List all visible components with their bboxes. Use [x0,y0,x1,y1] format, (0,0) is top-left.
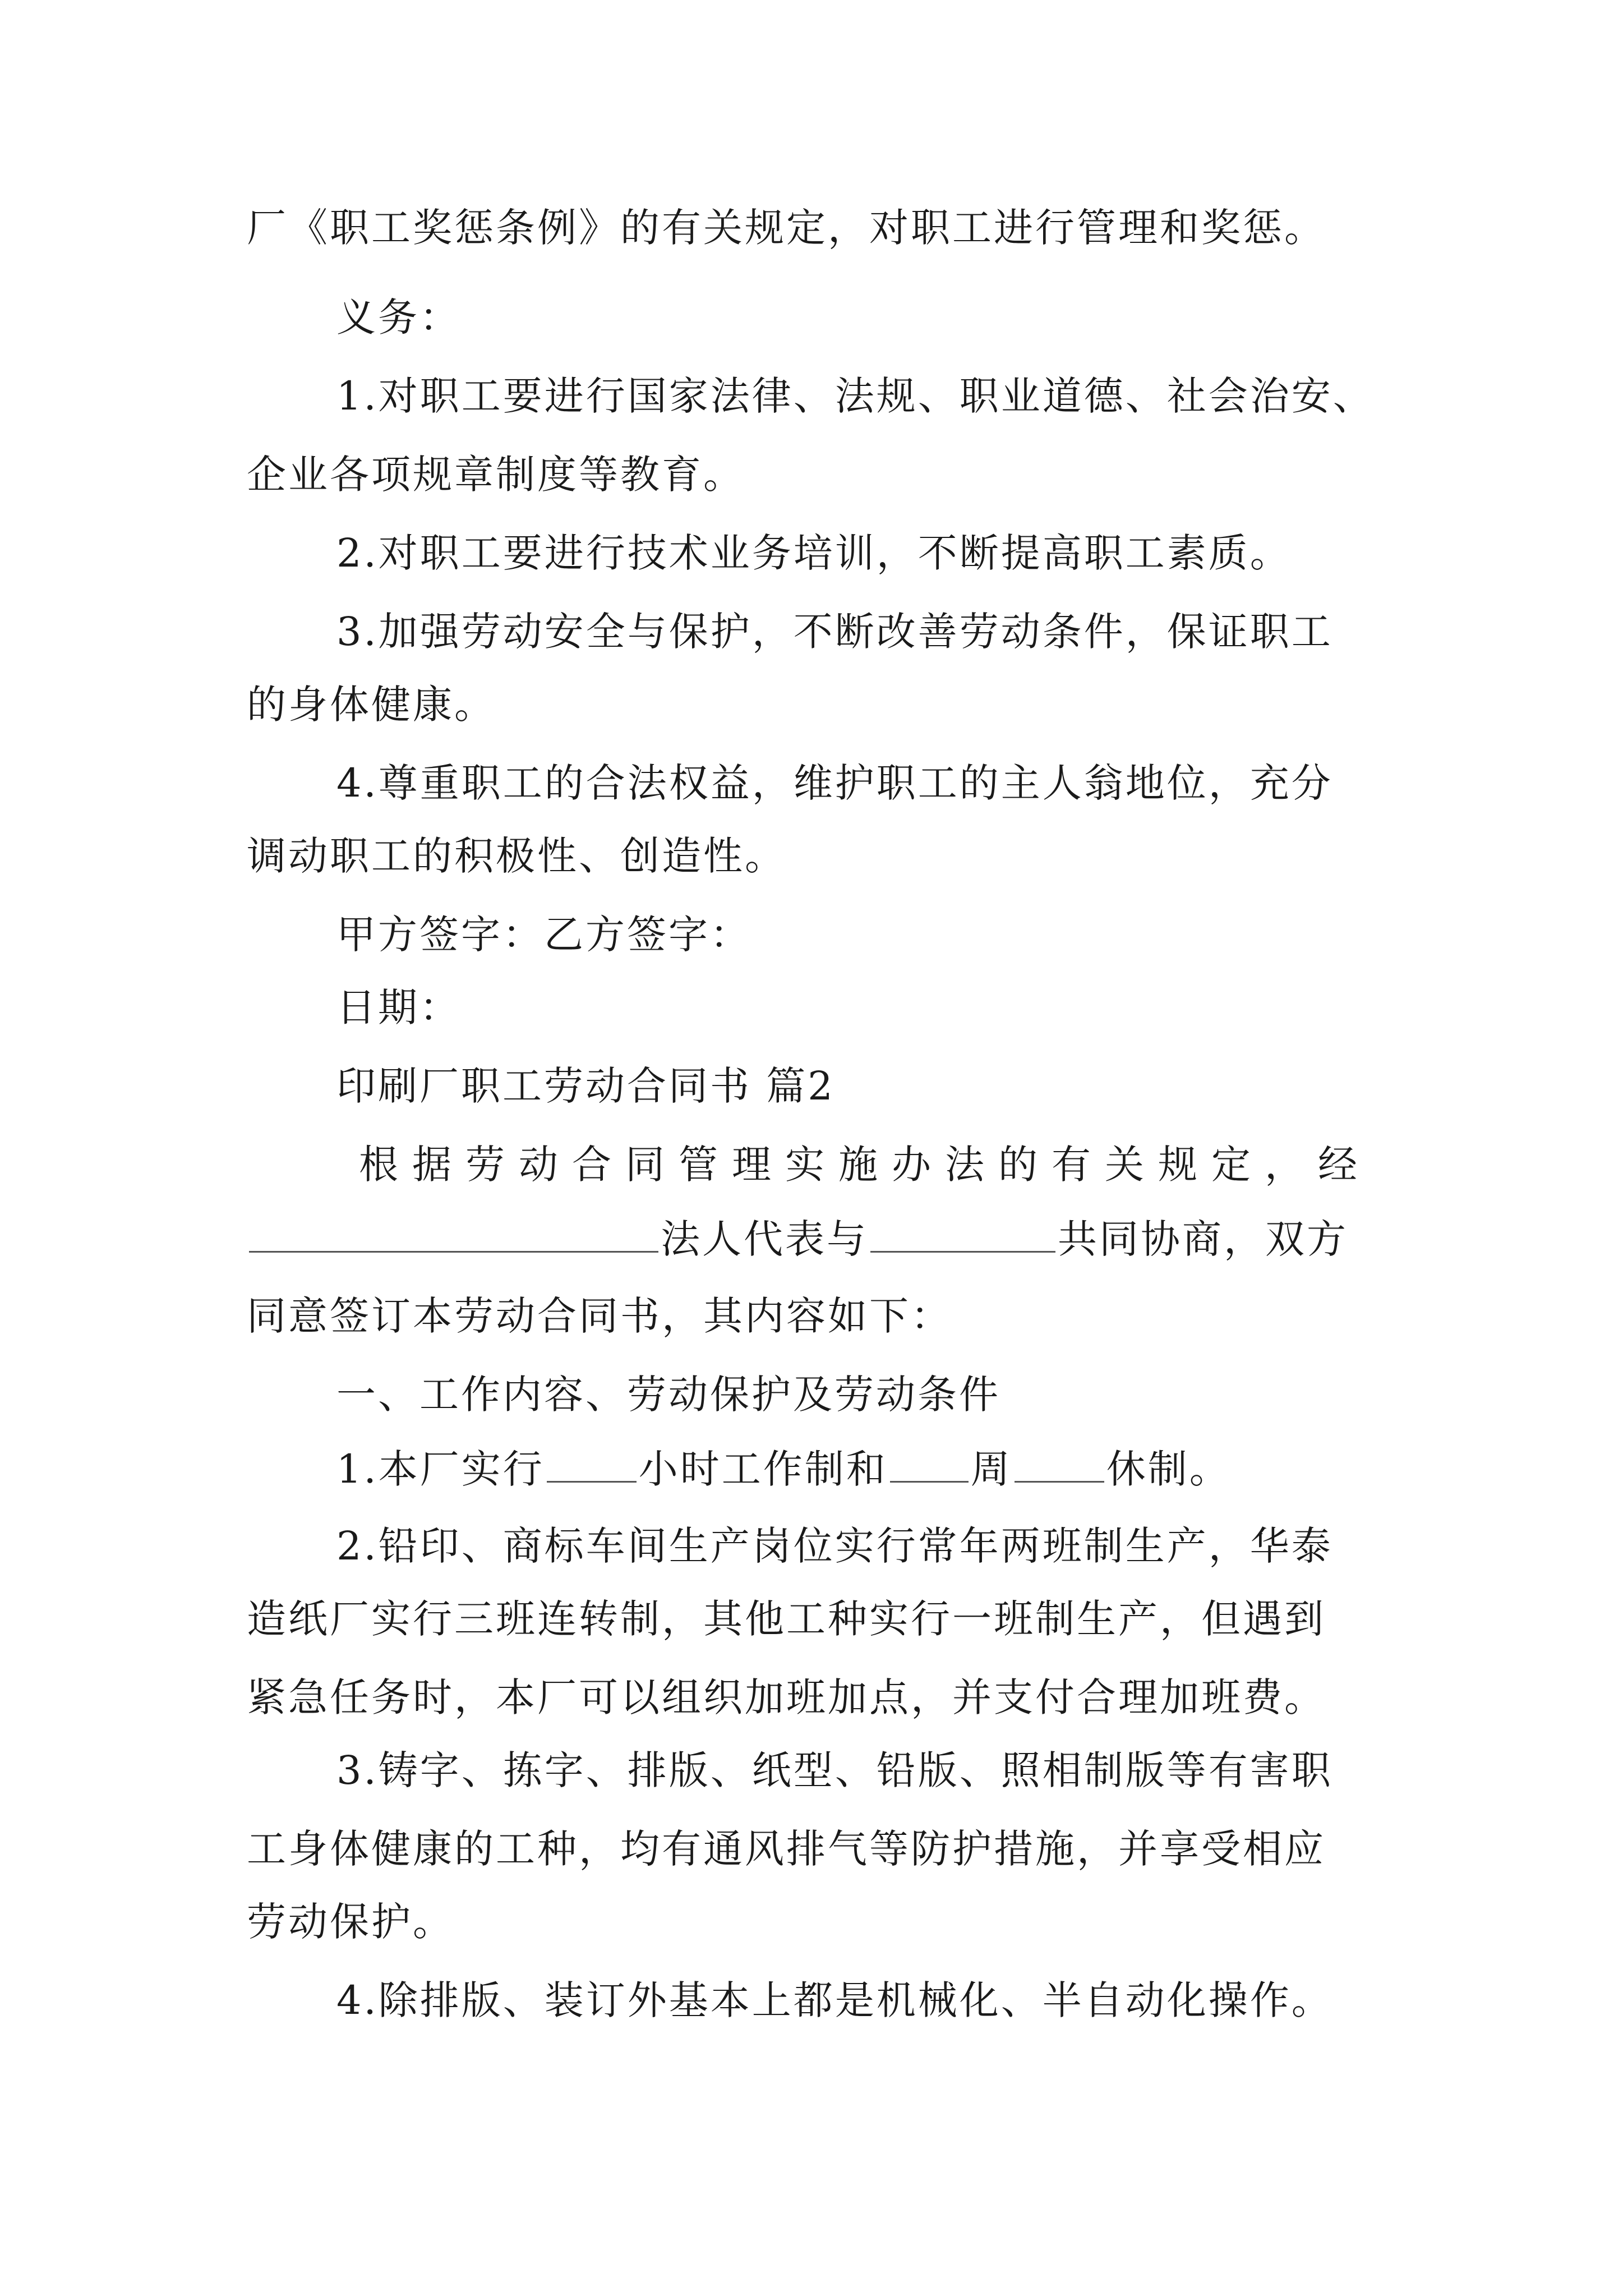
paragraph-line-with-blanks [336,1442,1231,1493]
paragraph-line: 3.加强劳动安全与保护，不断改善劳动条件，保证职工 [336,609,1333,655]
paragraph-line: 劳动保护。 [247,1899,454,1945]
blank-field-rest[interactable] [1015,1442,1104,1483]
paragraph-line: 工身体健康的工种，均有通风排气等防护措施，并享受相应 [247,1826,1326,1872]
paragraph-line: 调动职工的积极性、创造性。 [247,833,786,879]
paragraph-line: 1.对职工要进行国家法律、法规、职业道德、社会治安、 [336,373,1375,419]
blank-field-employee[interactable] [870,1212,1055,1253]
signature-line: 甲方签字：乙方签字： [336,912,751,958]
text-fragment: 休制。 [1106,1446,1231,1492]
section-heading: 一、工作内容、劳动保护及劳动条件 [336,1372,1000,1418]
paragraph-line: 厂《职工奖惩条例》的有关规定，对职工进行管理和奖惩。 [247,205,1326,251]
blank-field-hours[interactable] [547,1442,637,1483]
section-heading-obligations: 义务： [336,295,461,341]
paragraph-line: 3.铸字、拣字、排版、纸型、铅版、照相制版等有害职 [336,1747,1333,1793]
text-fragment: 周 [970,1446,1012,1492]
paragraph-line: 4.除排版、装订外基本上都是机械化、半自动化操作。 [336,1977,1333,2023]
paragraph-line: 2.对职工要进行技术业务培训，不断提高职工素质。 [336,530,1292,576]
date-line: 日期： [336,984,461,1030]
paragraph-line: 根据劳动合同管理实施办法的有关规定，经 [359,1142,1371,1188]
paragraph-line: 紧急任务时，本厂可以组织加班加点，并支付合理加班费。 [247,1674,1326,1720]
blank-field-company[interactable] [249,1212,658,1253]
paragraph-line: 造纸厂实行三班连转制，其他工种实行一班制生产，但遇到 [247,1596,1326,1642]
paragraph-line: 同意签订本劳动合同书，其内容如下： [247,1293,952,1339]
text-fragment: 共同协商，双方 [1058,1216,1348,1262]
text-fragment: 1.本厂实行 [336,1446,545,1492]
text-fragment: 法人代表与 [661,1216,868,1262]
document-title: 印刷厂职工劳动合同书 篇2 [336,1063,835,1109]
paragraph-line: 2.铅印、商标车间生产岗位实行常年两班制生产，华泰 [336,1523,1333,1569]
paragraph-line: 4.尊重职工的合法权益，维护职工的主人翁地位，充分 [336,760,1333,806]
paragraph-line: 企业各项规章制度等教育。 [247,452,745,498]
paragraph-line-with-blanks [247,1212,1348,1263]
paragraph-line: 的身体健康。 [247,682,496,728]
text-fragment: 小时工作制和 [638,1446,888,1492]
blank-field-week[interactable] [890,1442,969,1483]
